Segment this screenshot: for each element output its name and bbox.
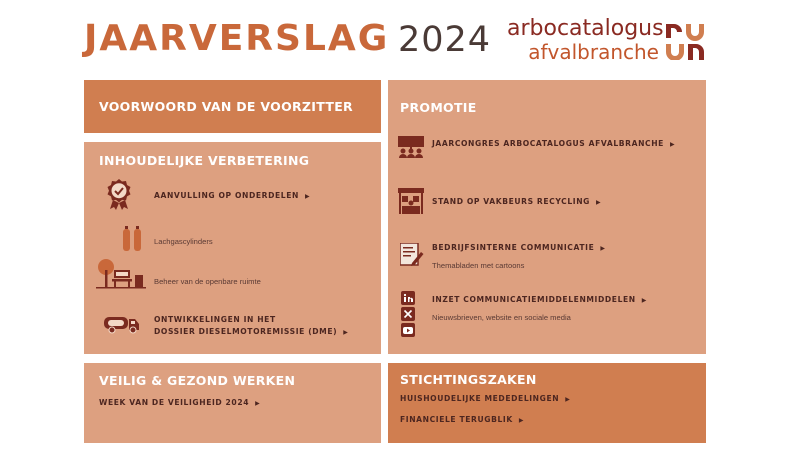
jaarcongres-link[interactable] [432,138,675,151]
stand-vakbeurs-link[interactable] [432,196,601,209]
brand-name [507,16,664,64]
lachgascylinders-text: Lachgascylinders [154,237,213,246]
arrow-right-icon[interactable]: ▶ [343,329,349,336]
park-bench-tree-icon [96,258,146,290]
booth-icon [398,188,424,214]
arrow-right-icon[interactable]: ▶ [641,297,647,304]
truck-icon [104,314,140,334]
presentation-audience-icon [398,136,424,158]
brand-logo-icon [664,22,706,60]
arrow-right-icon[interactable]: ▶ [565,396,571,403]
promotie-panel [388,80,706,354]
aanvulling-label[interactable]: AANVULLING OP ONDERDELEN [154,191,299,200]
inhoudelijke-verbetering-title: INHOUDELIJKE VERBETERING [99,153,310,168]
themabladen-text: Themabladen met cartoons [432,261,525,270]
aanvulling-link[interactable] [154,190,310,203]
bedrijfsinterne-link[interactable] [432,242,606,255]
veilig-gezond-panel [84,363,381,443]
bedrijfsinterne-label[interactable]: BEDRIJFSINTERNE COMMUNICATIE [432,243,595,252]
x-icon[interactable] [401,307,415,321]
dme-link[interactable] [154,314,348,339]
brand-line-1: arbocatalogus [507,16,664,41]
page-title: JAARVERSLAG [84,18,390,59]
stichtingszaken-title: STICHTINGSZAKEN [400,372,537,387]
award-badge-icon [106,178,132,210]
arrow-right-icon[interactable]: ▶ [596,199,602,206]
dme-label-line-2[interactable]: DOSSIER DIESELMOTOREMISSIE (DME) [154,327,338,336]
promotie-title: PROMOTIE [400,100,477,115]
jaarcongres-label[interactable]: JAARCONGRES ARBOCATALOGUS AFVALBRANCHE [432,139,664,148]
document-pen-icon [400,243,424,267]
voorwoord-title[interactable]: VOORWOORD VAN DE VOORZITTER [99,99,353,114]
arrow-right-icon[interactable]: ▶ [669,141,676,148]
youtube-icon[interactable] [401,323,415,337]
gas-cylinders-icon [122,226,144,252]
week-veiligheid-link[interactable] [99,397,260,410]
inhoudelijke-verbetering-panel [84,142,381,354]
nieuwsbrieven-text: Nieuwsbrieven, website en sociale media [432,313,571,322]
brand-line-2: afvalbranche [528,40,659,64]
veilig-gezond-title: VEILIG & GEZOND WERKEN [99,373,296,388]
huishoudelijke-label[interactable]: HUISHOUDELIJKE MEDEDELINGEN [400,394,560,403]
arrow-right-icon[interactable]: ▶ [518,417,525,424]
inzet-communicatie-label[interactable]: INZET COMMUNICATIEMIDDELENMIDDELEN [432,295,636,304]
openbare-ruimte-text: Beheer van de openbare ruimte [154,277,261,286]
financiele-link[interactable] [400,414,524,427]
linkedin-icon[interactable] [401,291,415,305]
report-year: 2024 [398,20,492,60]
inzet-communicatie-link[interactable] [432,294,647,307]
stichtingszaken-panel [388,363,706,443]
week-veiligheid-label[interactable]: WEEK VAN DE VEILIGHEID 2024 [99,398,250,407]
huishoudelijke-link[interactable] [400,393,570,406]
voorwoord-panel[interactable] [84,80,381,133]
arrow-right-icon[interactable]: ▶ [255,400,261,407]
arrow-right-icon[interactable]: ▶ [600,245,606,252]
dme-label-line-1[interactable]: ONTWIKKELINGEN IN HET [154,315,276,324]
arrow-right-icon[interactable]: ▶ [304,193,311,200]
stand-vakbeurs-label[interactable]: STAND OP VAKBEURS RECYCLING [432,197,590,206]
financiele-label[interactable]: FINANCIELE TERUGBLIK [400,415,513,424]
